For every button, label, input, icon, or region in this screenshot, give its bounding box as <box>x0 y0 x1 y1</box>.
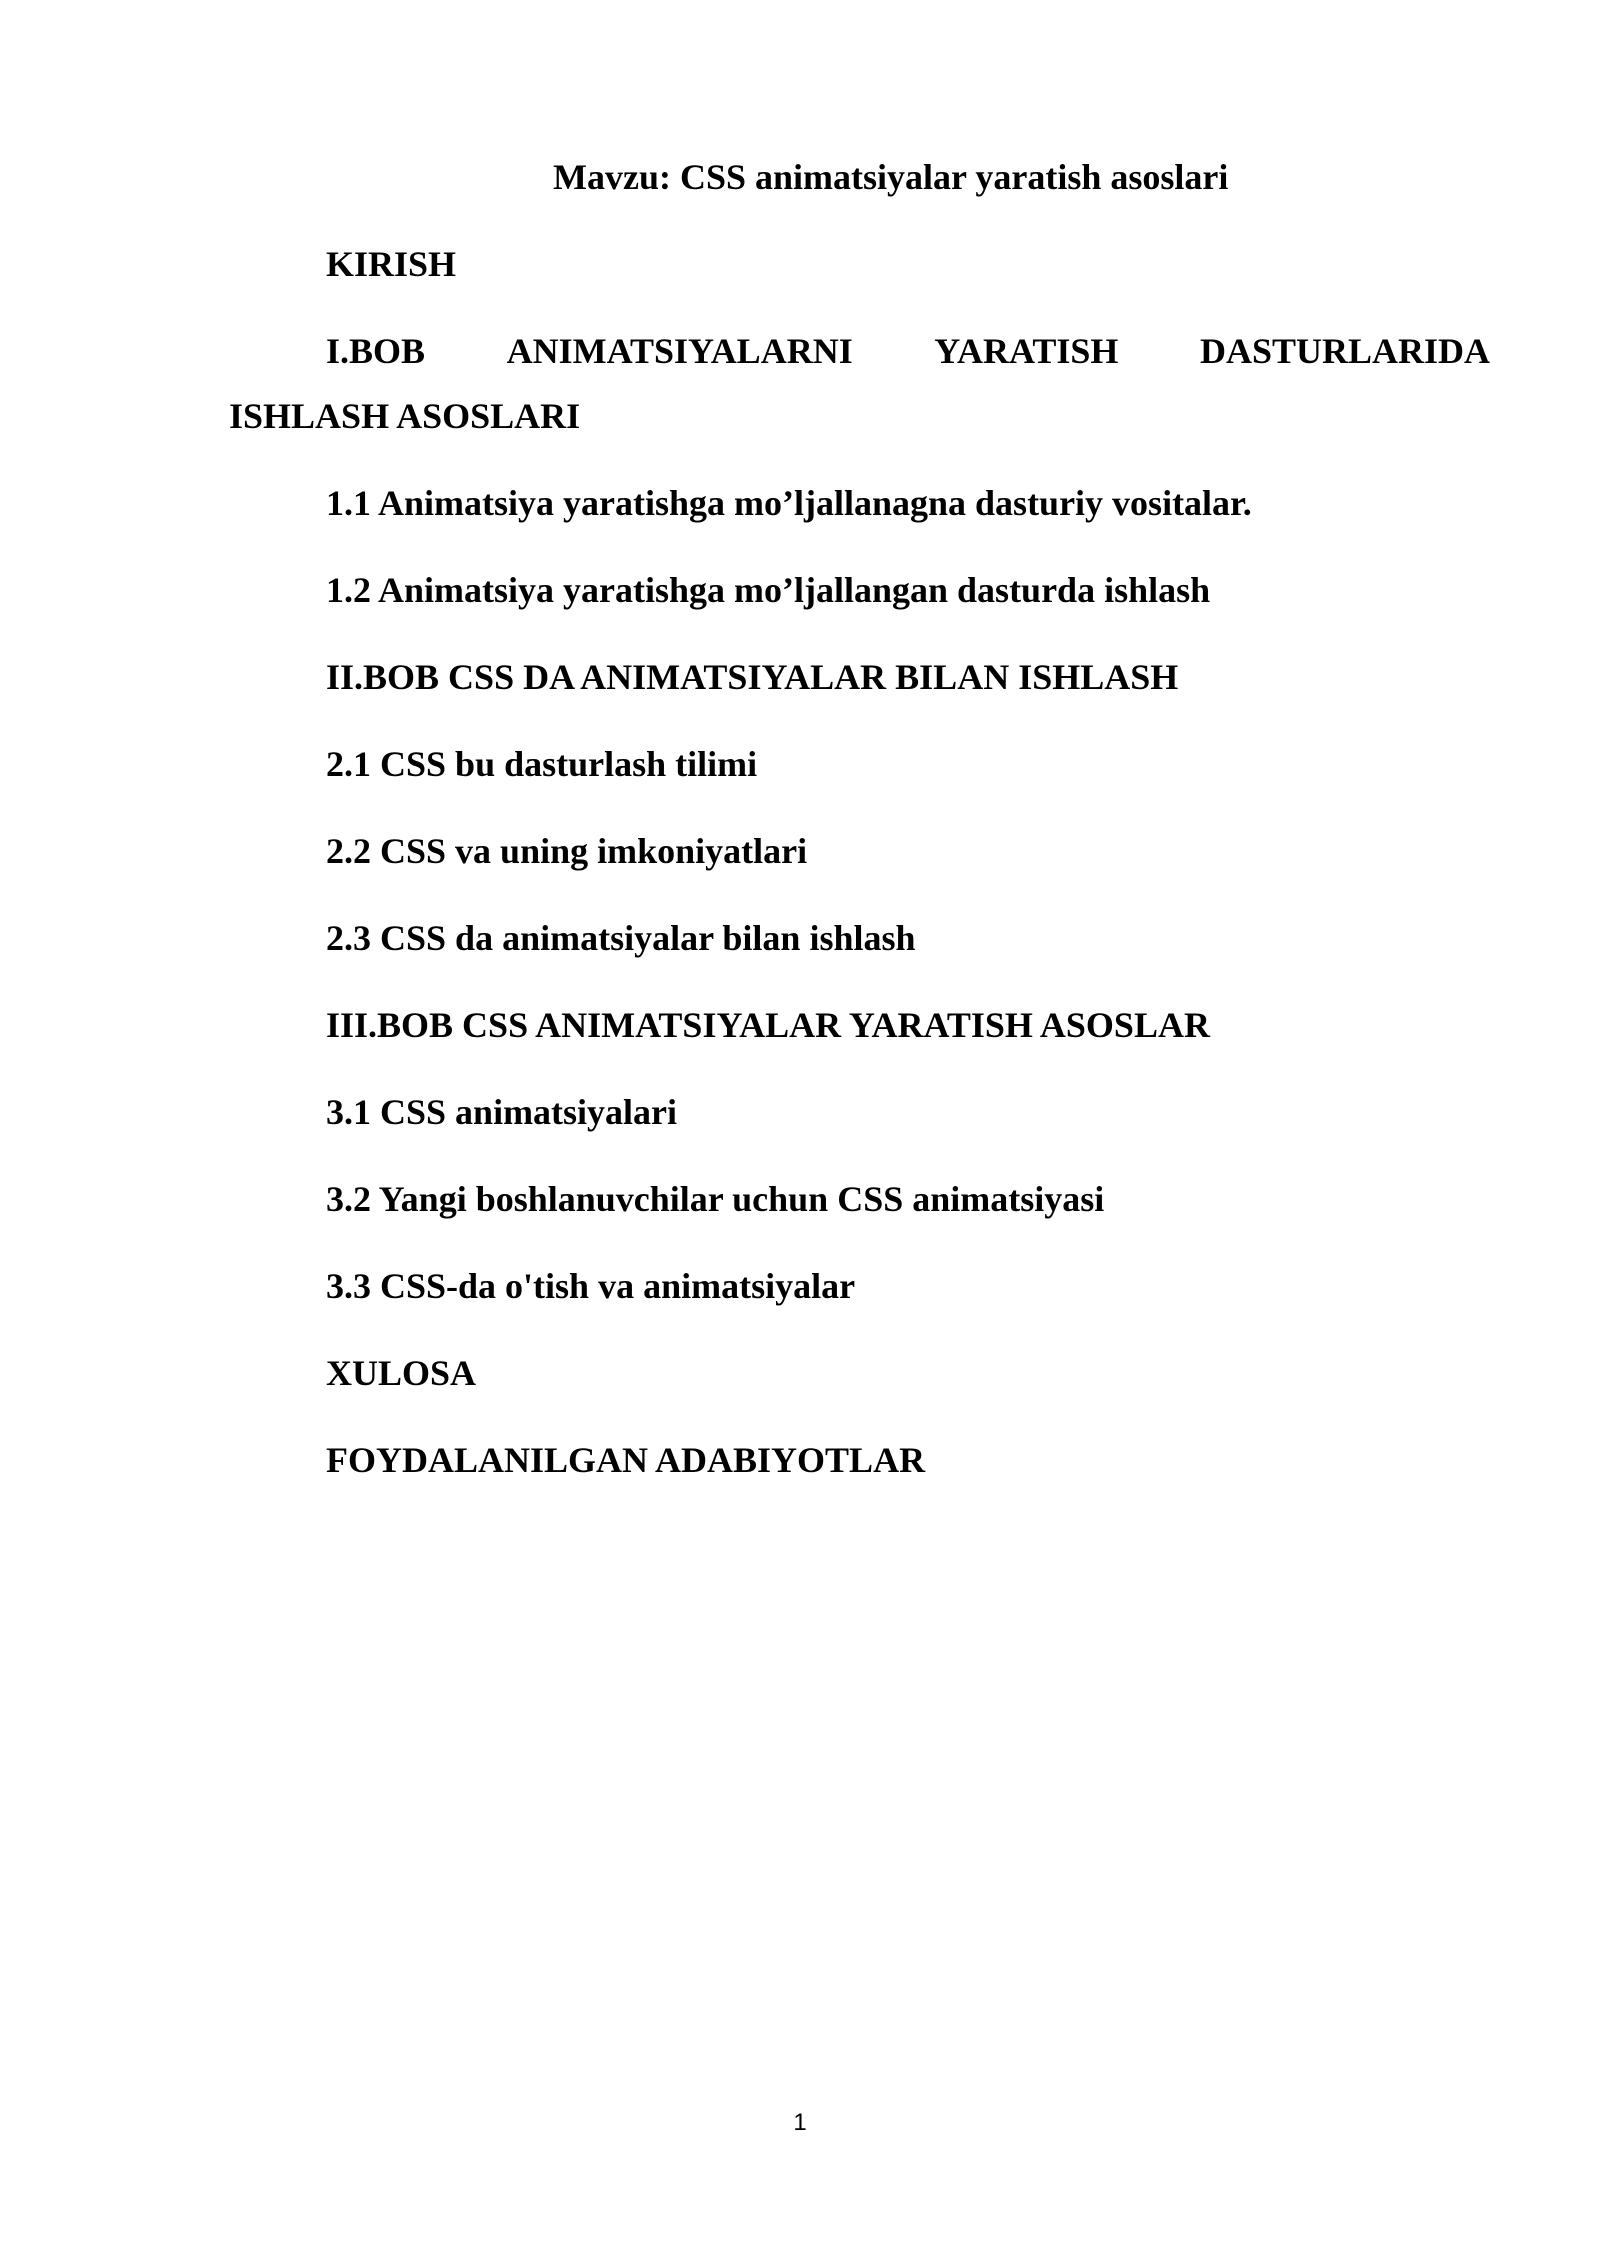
toc-entry-2-3: 2.3 CSS da animatsiyalar bilan ishlash <box>326 918 916 958</box>
toc-entry-2-1: 2.1 CSS bu dasturlash tilimi <box>326 744 758 784</box>
chapter-1-word: ANIMATSIYALARNI <box>506 331 853 371</box>
toc-entry-chapter-2: II.BOB CSS DA ANIMATSIYALAR BILAN ISHLASH <box>326 657 1179 697</box>
toc-entry-3-1: 3.1 CSS animatsiyalari <box>326 1092 678 1132</box>
document-title: Mavzu: CSS animatsiyalar yaratish asoslari <box>553 157 1229 197</box>
toc-entry-1-2: 1.2 Animatsiya yaratishga mo’ljallangan dasturda ishlash <box>326 570 1211 610</box>
toc-entry-3-3: 3.3 CSS-da o'tish va animatsiyalar <box>326 1266 856 1306</box>
toc-entry-xulosa: XULOSA <box>326 1353 477 1393</box>
toc-entry-2-2: 2.2 CSS va uning imkoniyatlari <box>326 831 808 871</box>
toc-entry-3-2: 3.2 Yangi boshlanuvchilar uchun CSS animatsiyasi <box>326 1179 1105 1219</box>
toc-entry-chapter-3: III.BOB CSS ANIMATSIYALAR YARATISH ASOSLAR <box>326 1005 1210 1045</box>
toc-entry-1-1: 1.1 Animatsiya yaratishga mo’ljallanagna dasturiy vositalar. <box>326 483 1252 523</box>
toc-entry-chapter-1-continuation: ISHLASH ASOSLARI <box>229 396 581 436</box>
chapter-1-word: YARATISH <box>934 331 1119 371</box>
chapter-1-word: DASTURLARIDA <box>1199 331 1490 371</box>
toc-entry-adabiyotlar: FOYDALANILGAN ADABIYOTLAR <box>326 1440 926 1480</box>
page-number: 1 <box>793 2109 807 2136</box>
toc-entry-kirish: KIRISH <box>326 244 457 284</box>
chapter-1-word: I.BOB <box>326 331 426 371</box>
toc-entry-chapter-1 <box>326 329 1490 373</box>
